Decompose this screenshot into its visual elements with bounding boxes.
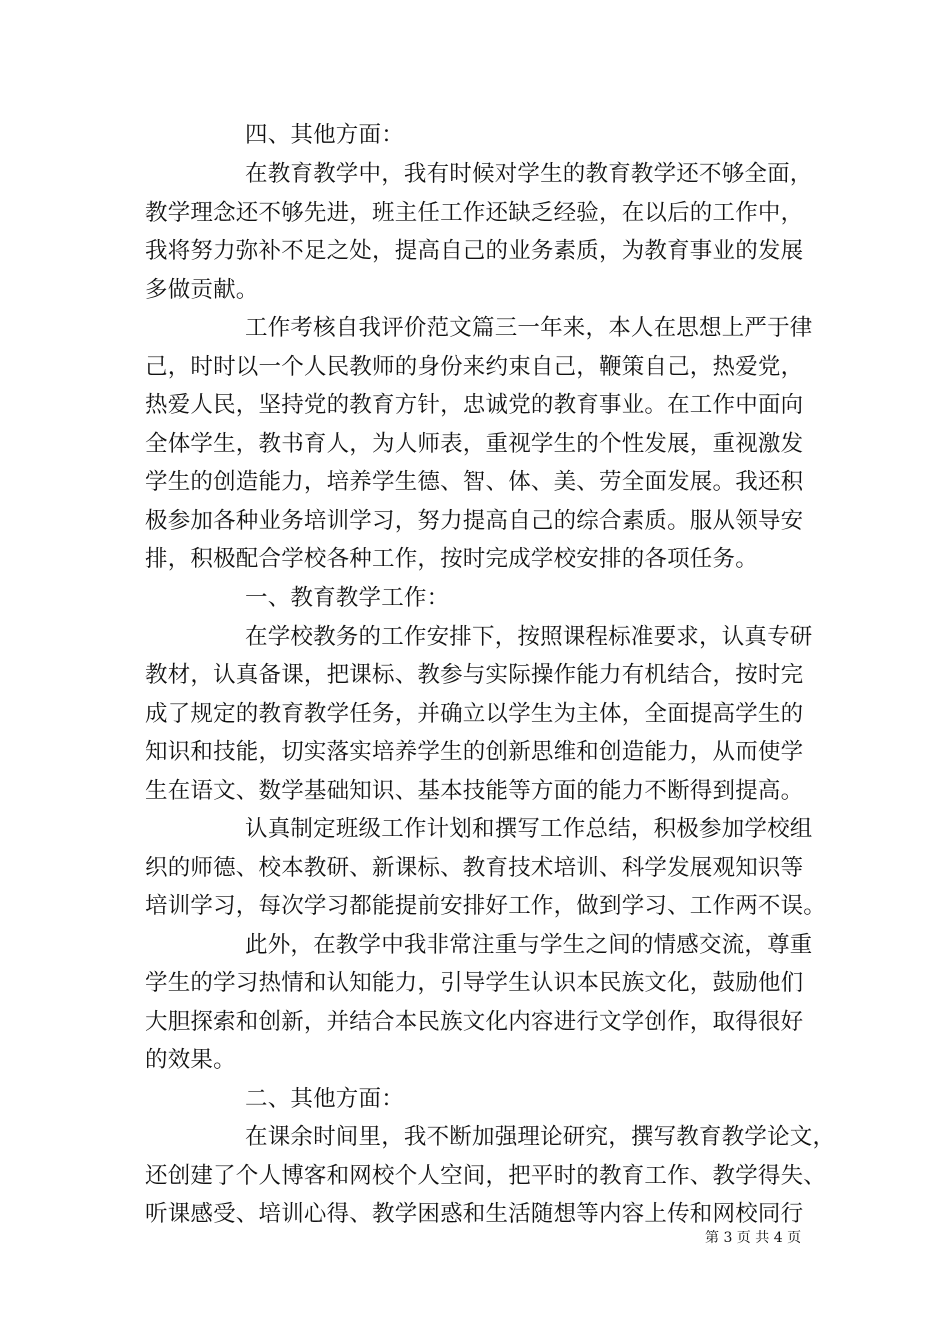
paragraph-line: 全体学生，教书育人，为人师表，重视学生的个性发展，重视激发 bbox=[145, 431, 804, 457]
paragraph-line: 知识和技能，切实落实培养学生的创新思维和创造能力，从而使学 bbox=[145, 739, 804, 765]
paragraph-line: 学生的创造能力，培养学生德、智、体、美、劳全面发展。我还积 bbox=[145, 469, 804, 495]
paragraph-line: 听课感受、培训心得、教学困惑和生活随想等内容上传和网校同行 bbox=[145, 1201, 804, 1227]
paragraph-line: 在教育教学中，我有时候对学生的教育教学还不够全面， bbox=[245, 161, 813, 187]
page-number-footer: 第 3 页 共 4 页 bbox=[705, 1230, 802, 1246]
paragraph-line: 大胆探索和创新，并结合本民族文化内容进行文学创作，取得很好 bbox=[145, 1009, 804, 1035]
paragraph-line: 培训学习，每次学习都能提前安排好工作，做到学习、工作两不误。 bbox=[145, 893, 827, 919]
paragraph-line: 还创建了个人博客和网校个人空间，把平时的教育工作、教学得失、 bbox=[145, 1163, 827, 1189]
paragraph-line: 认真制定班级工作计划和撰写工作总结，积极参加学校组 bbox=[245, 816, 813, 842]
paragraph-line: 织的师德、校本教研、新课标、教育技术培训、科学发展观知识等 bbox=[145, 855, 804, 881]
paragraph-line: 我将努力弥补不足之处，提高自己的业务素质，为教育事业的发展 bbox=[145, 238, 804, 264]
heading-other-aspects-4: 四、其他方面： bbox=[245, 122, 404, 148]
heading-other-aspects-2: 二、其他方面： bbox=[245, 1086, 404, 1112]
heading-teaching-work: 一、教育教学工作： bbox=[245, 585, 450, 611]
paragraph-line: 在课余时间里，我不断加强理论研究，撰写教育教学论文， bbox=[245, 1124, 836, 1150]
paragraph-line: 热爱人民，坚持党的教育方针，忠诚党的教育事业。在工作中面向 bbox=[145, 392, 804, 418]
paragraph-line: 此外，在教学中我非常注重与学生之间的情感交流，尊重 bbox=[245, 932, 813, 958]
paragraph-line: 排，积极配合学校各种工作，按时完成学校安排的各项任务。 bbox=[145, 546, 758, 572]
paragraph-line: 多做贡献。 bbox=[145, 277, 259, 303]
paragraph-line: 在学校教务的工作安排下，按照课程标准要求，认真专研 bbox=[245, 624, 813, 650]
paragraph-line: 的效果。 bbox=[145, 1047, 236, 1073]
paragraph-line: 成了规定的教育教学任务，并确立以学生为主体，全面提高学生的 bbox=[145, 701, 804, 727]
paragraph-line: 极参加各种业务培训学习，努力提高自己的综合素质。服从领导安 bbox=[145, 508, 804, 534]
paragraph-line: 己，时时以一个人民教师的身份来约束自己，鞭策自己，热爱党， bbox=[145, 354, 804, 380]
paragraph-line: 工作考核自我评价范文篇三一年来，本人在思想上严于律 bbox=[245, 315, 813, 341]
paragraph-line: 生在语文、数学基础知识、基本技能等方面的能力不断得到提高。 bbox=[145, 778, 804, 804]
paragraph-line: 教学理念还不够先进，班主任工作还缺乏经验，在以后的工作中， bbox=[145, 200, 804, 226]
paragraph-line: 学生的学习热情和认知能力，引导学生认识本民族文化，鼓励他们 bbox=[145, 970, 804, 996]
paragraph-line: 教材，认真备课，把课标、教参与实际操作能力有机结合，按时完 bbox=[145, 662, 804, 688]
